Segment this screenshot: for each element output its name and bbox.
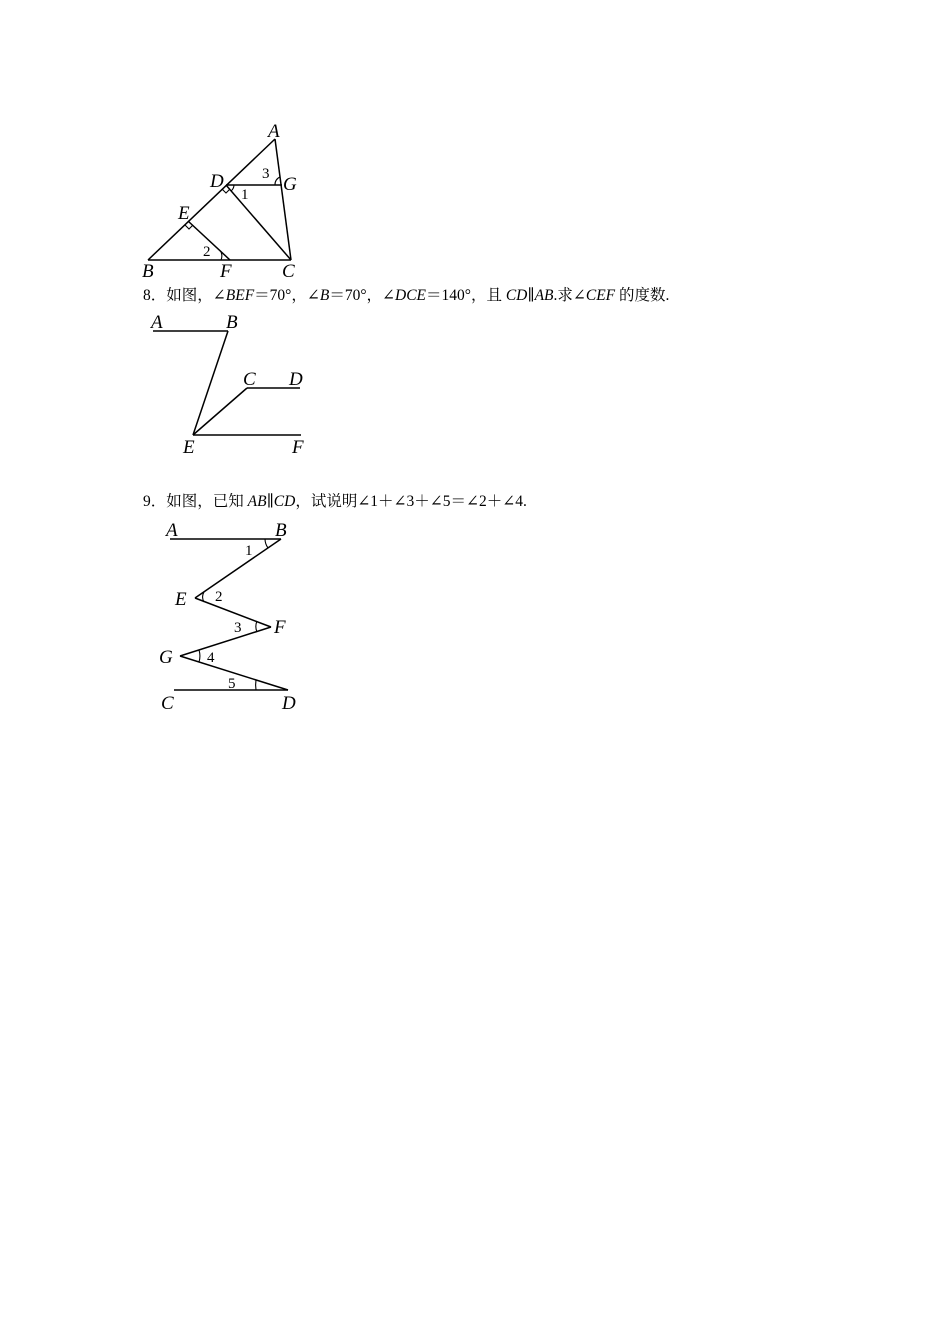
- label-c: C: [282, 261, 295, 282]
- angle-label-1: 1: [245, 543, 253, 559]
- angle-label-3: 3: [234, 620, 242, 636]
- label-f: F: [274, 617, 286, 638]
- label-e: E: [175, 589, 187, 610]
- question-8-text-4: ＝140°，且: [426, 287, 506, 304]
- question-9-var-1: AB: [247, 493, 267, 510]
- label-a: A: [268, 121, 280, 142]
- question-8-text-1: 如图，∠: [166, 287, 226, 304]
- question-8-number: 8．: [143, 287, 167, 304]
- angle-arc-4: [199, 650, 200, 662]
- label-b: B: [226, 312, 238, 333]
- question-8-var-1: BEF: [225, 287, 255, 304]
- label-g: G: [283, 174, 297, 195]
- angle-label-5: 5: [228, 676, 236, 692]
- question-9-text-2: ∥: [266, 493, 274, 510]
- label-b: B: [142, 261, 154, 282]
- question-8-var-3: DCE: [395, 287, 427, 304]
- segment-fg: [180, 627, 271, 656]
- label-d: D: [210, 171, 224, 192]
- angle-arc-1: [265, 539, 268, 548]
- angle-label-4: 4: [207, 650, 215, 666]
- question-8-var-4: CD: [505, 287, 528, 304]
- question-9-number: 9．: [143, 493, 167, 510]
- label-b: B: [275, 520, 287, 541]
- segment-ef: [195, 598, 271, 627]
- question-8-text-6: .求∠: [553, 287, 586, 304]
- figure-zigzag-angles: [0, 0, 320, 720]
- label-a: A: [151, 312, 163, 333]
- angle-label-2: 2: [203, 244, 211, 260]
- angle-arc-3: [256, 621, 257, 632]
- question-9-var-2: CD: [273, 493, 296, 510]
- question-9-text-1: 如图，已知: [166, 493, 248, 510]
- label-f: F: [220, 261, 232, 282]
- label-d: D: [289, 369, 303, 390]
- angle-arc-2: [203, 592, 204, 602]
- label-e: E: [183, 437, 195, 458]
- angle-label-1: 1: [241, 187, 249, 203]
- label-c: C: [161, 693, 174, 714]
- angle-label-2: 2: [215, 589, 223, 605]
- question-8-text-2: ＝70°，∠: [254, 287, 320, 304]
- label-d: D: [282, 693, 296, 714]
- question-9-text-3: ，试说明∠1＋∠3＋∠5＝∠2＋∠4.: [295, 493, 527, 510]
- question-8-var-5: AB: [534, 287, 554, 304]
- label-g: G: [159, 647, 173, 668]
- label-f: F: [292, 437, 304, 458]
- question-8-text-7: 的度数.: [615, 287, 670, 304]
- angle-label-3: 3: [262, 166, 270, 182]
- question-8-text-3: ＝70°，∠: [329, 287, 396, 304]
- label-a: A: [166, 520, 178, 541]
- question-8-var-2: B: [319, 287, 330, 304]
- zigzag-angles-diagram: [0, 0, 320, 720]
- label-c: C: [243, 369, 256, 390]
- question-8-var-6: CEF: [585, 287, 616, 304]
- label-e: E: [178, 203, 190, 224]
- question-8-text-5: ∥: [527, 287, 535, 304]
